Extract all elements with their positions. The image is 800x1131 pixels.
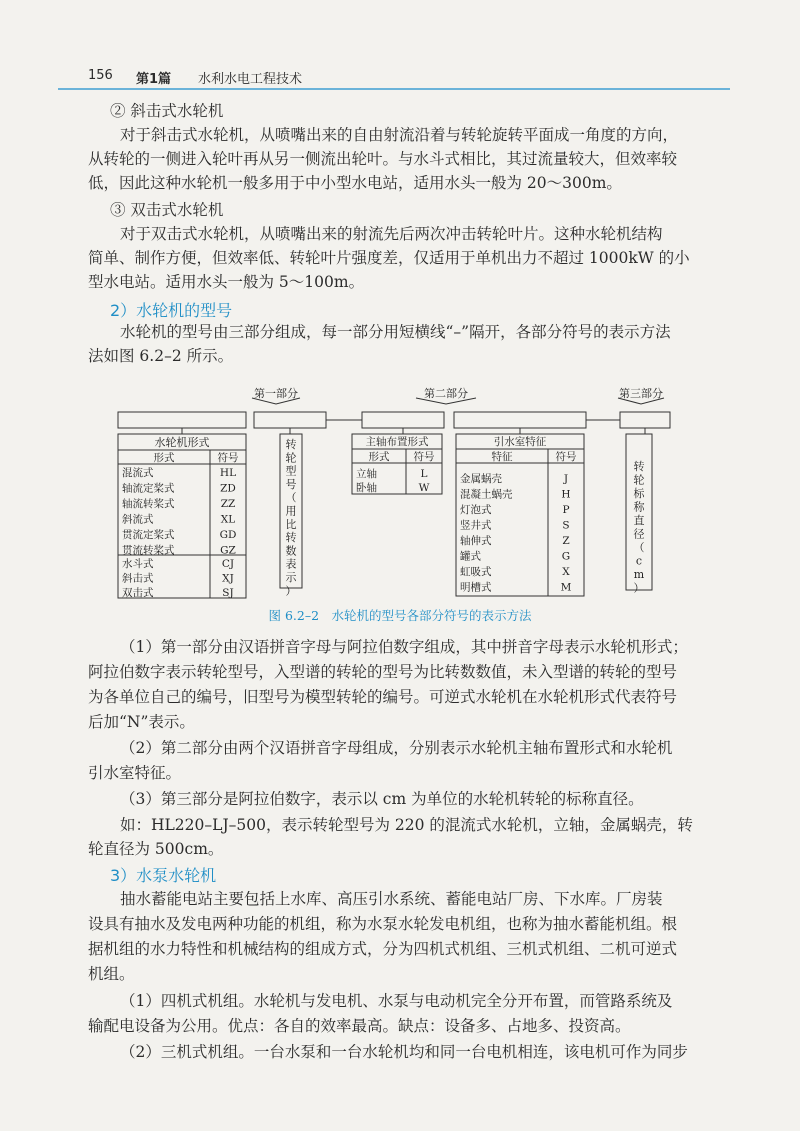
intake-col-feature: 特征: [491, 451, 513, 463]
shaft-col-symbol: 符号: [413, 451, 435, 463]
type-row-symbol: ZD: [220, 482, 236, 495]
model-diagram: [0, 378, 800, 606]
intake-col-symbol: 符号: [555, 451, 577, 463]
intake-row-form: 罐式: [460, 550, 481, 563]
part1-type-box: [118, 412, 246, 428]
paragraph-line: 设具有抽水及发电两种功能的机组，称为水泵水轮发电机组，也称为抽水蓄能机组。根: [88, 915, 678, 933]
intake-row-form: 轴伸式: [460, 535, 492, 547]
intake-row-symbol: S: [562, 519, 570, 532]
type-row-symbol: CJ: [221, 558, 235, 570]
type-row-form: 轴流定桨式: [122, 482, 175, 495]
intake-row-symbol: P: [562, 504, 570, 516]
paragraph-line: 轮直径为 500cm。: [88, 840, 224, 858]
shaft-row-symbol: W: [418, 482, 430, 494]
shaft-row-form: 卧轴: [356, 482, 377, 494]
intake-row-form: 灯泡式: [460, 504, 492, 516]
part3-box: [620, 412, 670, 428]
type-row-symbol: GZ: [220, 544, 236, 557]
intake-row-symbol: X: [562, 566, 570, 578]
paragraph-line: 后加“N”表示。: [88, 713, 195, 731]
type-row-symbol: XJ: [222, 572, 234, 585]
paragraph-line: 据机组的水力特性和机械结构的组成方式，分为四机式机组、三机式机组、二机可逆式: [88, 940, 678, 958]
type-col-symbol: 符号: [217, 452, 239, 464]
subsection-heading: ③ 双击式水轮机: [110, 201, 224, 219]
intake-row-symbol: Z: [562, 535, 570, 547]
paragraph-line: （2）第二部分由两个汉语拼音字母组成，分别表示水轮机主轴布置形式和水轮机: [120, 739, 673, 757]
section-heading: 2）水轮机的型号: [110, 301, 233, 320]
intake-row-form: 虹吸式: [460, 566, 492, 578]
type-row-symbol: XL: [220, 513, 236, 526]
type-row-form: 斜流式: [122, 513, 154, 526]
type-row-symbol: SJ: [222, 587, 234, 599]
runner-diameter-label: 转轮标称直径（ c m ）: [633, 460, 645, 595]
intake-row-form: 混凝土蜗壳: [460, 488, 513, 501]
type-row-form: 混流式: [122, 467, 154, 479]
shaft-row-form: 立轴: [356, 468, 377, 480]
intake-row-symbol: H: [561, 488, 571, 501]
paragraph-line: 阿拉伯数字表示转轮型号，入型谱的转轮的型号为比转数数值，未入型谱的转轮的型号: [88, 663, 678, 681]
type-row-symbol: HL: [219, 467, 237, 479]
type-col-form: 形式: [153, 452, 175, 464]
paragraph-line: （1）四机式机组。水轮机与发电机、水泵与电动机完全分开布置，而管路系统及: [120, 992, 673, 1010]
paragraph-line: 引水室特征。: [88, 764, 182, 782]
paragraph-line: 为各单位自己的编号，旧型号为模型转轮的编号。可逆式水轮机在水轮机形式代表符号: [88, 688, 678, 706]
type-row-form: 水斗式: [122, 558, 154, 570]
paragraph-line: （2）三机式机组。一台水泵和一台水轮机均和同一台电机相连，该电机可作为同步: [120, 1043, 688, 1061]
shaft-table-title: 主轴布置形式: [365, 436, 429, 448]
intake-row-form: 明槽式: [460, 581, 492, 594]
paragraph-line: 简单、制作方便，但效率低、转轮叶片强度差，仅适用于单机出力不超过 1000kW 的小: [88, 249, 690, 267]
type-row-symbol: GD: [219, 529, 237, 541]
shaft-row-symbol: L: [420, 468, 428, 480]
page-header: [88, 64, 700, 90]
part1-label: 第一部分: [254, 387, 298, 400]
intake-row-form: 金属蜗壳: [460, 473, 502, 485]
type-row-form: 双击式: [122, 587, 154, 599]
part-label: 第1篇: [136, 72, 172, 87]
paragraph-line: 水轮机的型号由三部分组成，每一部分用短横线“–”隔开，各部分符号的表示方法: [120, 323, 671, 341]
part2-shaft-box: [362, 412, 444, 428]
paragraph-line: 法如图 6.2–2 所示。: [88, 347, 234, 365]
runner-model-label: 转轮型号（用比转数表示）: [285, 438, 297, 598]
paragraph-line: （1）第一部分由汉语拼音字母与阿拉伯数字组成，其中拼音字母表示水轮机形式；: [120, 638, 688, 656]
paragraph-line: 型水电站。适用水头一般为 5～100m。: [88, 273, 365, 291]
section-heading: 3）水泵水轮机: [110, 866, 217, 885]
intake-row-form: 竖井式: [460, 519, 492, 532]
type-row-form: 轴流转桨式: [122, 498, 175, 510]
part2-label: 第二部分: [424, 387, 468, 400]
intake-row-symbol: M: [560, 581, 572, 594]
type-row-form: 贯流定桨式: [122, 529, 175, 541]
paragraph-line: 抽水蓄能电站主要包括上水库、高压引水系统、蓄能电站厂房、下水库。厂房装: [120, 890, 663, 908]
subsection-heading: ② 斜击式水轮机: [110, 102, 224, 120]
type-table-title: 水轮机形式: [154, 436, 210, 449]
intake-table-title: 引水室特征: [493, 436, 547, 448]
header-rule: [58, 88, 730, 90]
book-title: 水利水电工程技术: [198, 72, 303, 87]
intake-row-symbol: J: [563, 473, 569, 485]
paragraph-line: 低，因此这种水轮机一般多用于中小型水电站，适用水头一般为 20～300m。: [88, 174, 622, 192]
type-row-form: 贯流转桨式: [122, 544, 175, 557]
paragraph-line: 如：HL220–LJ–500，表示转轮型号为 220 的混流式水轮机，立轴，金属蜗壳，转: [120, 816, 693, 834]
paragraph-line: 对于双击式水轮机，从喷嘴出来的射流先后两次冲击转轮叶片。这种水轮机结构: [120, 225, 663, 243]
part3-label: 第三部分: [619, 387, 663, 400]
shaft-col-form: 形式: [368, 451, 390, 463]
paragraph-line: 机组。: [88, 965, 135, 983]
paragraph-line: 从转轮的一侧进入轮叶再从另一侧流出轮叶。与水斗式相比，其过流量较大，但效率较: [88, 150, 678, 168]
type-row-form: 斜击式: [122, 572, 154, 585]
figure-caption: 图 6.2–2 水轮机的型号各部分符号的表示方法: [268, 608, 532, 623]
paragraph-line: （3）第三部分是阿拉伯数字，表示以 cm 为单位的水轮机转轮的标称直径。: [120, 790, 644, 808]
part2-intake-box: [454, 412, 586, 428]
type-row-symbol: ZZ: [220, 498, 236, 510]
paragraph-line: 对于斜击式水轮机，从喷嘴出来的自由射流沿着与转轮旋转平面成一角度的方向，: [120, 126, 679, 144]
page-number: 156: [88, 68, 113, 83]
intake-row-symbol: G: [561, 550, 571, 563]
paragraph-line: 输配电设备为公用。优点：各自的效率最高。缺点：设备多、占地多、投资高。: [88, 1017, 631, 1035]
part1-number-box: [254, 412, 326, 428]
